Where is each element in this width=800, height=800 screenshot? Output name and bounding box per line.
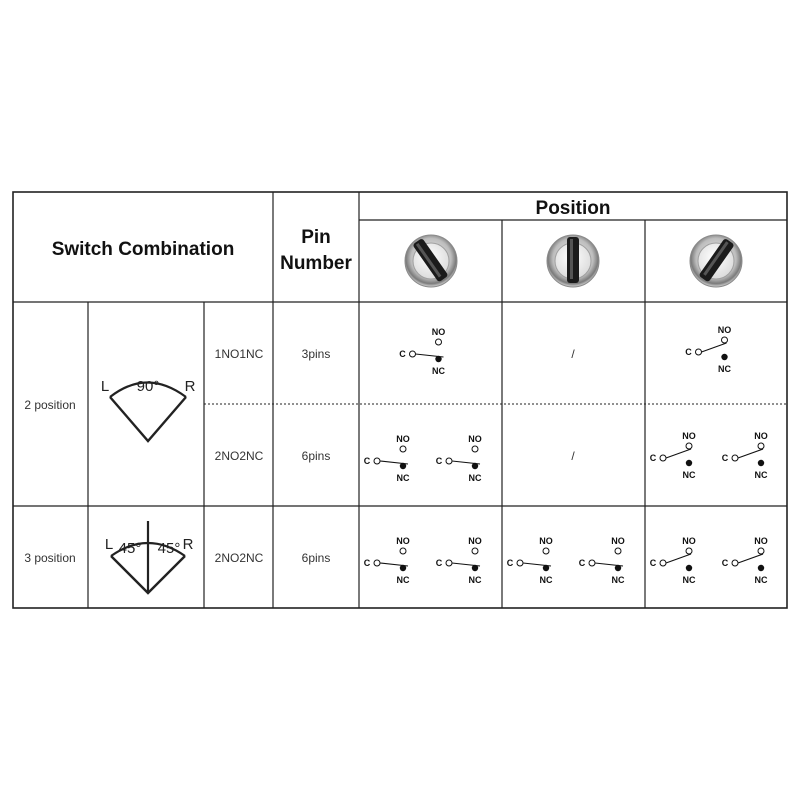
angle-left-label-3pos: L bbox=[104, 536, 114, 553]
switch-lever bbox=[416, 354, 444, 357]
nc-label: NC bbox=[682, 575, 696, 585]
no-label: NO bbox=[396, 536, 410, 546]
common-terminal-label: C bbox=[399, 349, 406, 359]
no-terminal bbox=[400, 548, 406, 554]
contact-symbol bbox=[685, 325, 731, 374]
not-available-mark: / bbox=[571, 449, 575, 463]
nc-label: NC bbox=[468, 575, 482, 585]
no-terminal bbox=[722, 337, 728, 343]
contact-symbol bbox=[650, 431, 696, 480]
angle-right-45-label: 45° bbox=[157, 540, 181, 557]
no-label: NO bbox=[396, 434, 410, 444]
common-terminal-label: C bbox=[435, 456, 443, 466]
no-label: NO bbox=[468, 434, 482, 444]
common-terminal-label: C bbox=[435, 558, 443, 568]
group-label-3-position: 3 position bbox=[24, 551, 76, 565]
contact-symbol bbox=[579, 536, 625, 585]
common-terminal-label: C bbox=[721, 453, 729, 463]
no-label: NO bbox=[539, 536, 553, 546]
contact-symbol bbox=[507, 536, 553, 585]
no-terminal bbox=[758, 443, 764, 449]
no-terminal bbox=[686, 443, 692, 449]
nc-terminal bbox=[686, 565, 692, 571]
common-terminal-label: C bbox=[363, 558, 371, 568]
switch-lever bbox=[666, 554, 691, 563]
nc-terminal bbox=[721, 354, 727, 360]
no-label: NO bbox=[682, 536, 696, 546]
nc-label: NC bbox=[432, 366, 445, 376]
nc-label: NC bbox=[468, 473, 482, 483]
knob-right bbox=[690, 235, 742, 287]
common-terminal-label: C bbox=[363, 456, 371, 466]
no-terminal bbox=[686, 548, 692, 554]
switch-lever bbox=[452, 563, 480, 566]
no-label: NO bbox=[431, 327, 446, 337]
pin-count-3pins: 3pins bbox=[301, 347, 331, 361]
angle-diagram-90 bbox=[101, 378, 196, 441]
nc-label: NC bbox=[611, 575, 625, 585]
common-terminal-label: C bbox=[685, 347, 692, 357]
common-terminal-label: C bbox=[506, 558, 514, 568]
header-switch-combination: Switch Combination bbox=[51, 239, 235, 260]
no-label: NO bbox=[754, 536, 768, 546]
pin-count-6pins-3pos: 6pins bbox=[301, 551, 331, 565]
nc-terminal bbox=[758, 460, 764, 466]
nc-label: NC bbox=[718, 364, 731, 374]
contact-symbol bbox=[722, 431, 768, 480]
switch-lever bbox=[595, 563, 623, 566]
no-terminal bbox=[615, 548, 621, 554]
group-label-2-position: 2 position bbox=[24, 398, 76, 412]
angle-diagram-45 bbox=[105, 521, 194, 593]
contact-schematics bbox=[364, 325, 768, 585]
contact-symbol bbox=[436, 536, 482, 585]
no-terminal bbox=[472, 548, 478, 554]
no-terminal bbox=[400, 446, 406, 452]
no-label: NO bbox=[468, 536, 482, 546]
no-label: NO bbox=[611, 536, 625, 546]
nc-terminal bbox=[686, 460, 692, 466]
switch-lever bbox=[452, 461, 480, 464]
no-label: NO bbox=[717, 325, 732, 335]
contact-symbol bbox=[436, 434, 482, 483]
angle-right-label-3pos: R bbox=[182, 536, 194, 553]
knob-left bbox=[405, 235, 457, 287]
switch-type-1no1nc: 1NO1NC bbox=[214, 347, 264, 361]
common-terminal-label: C bbox=[721, 558, 729, 568]
not-available-mark: / bbox=[571, 347, 575, 361]
nc-label: NC bbox=[396, 575, 410, 585]
no-label: NO bbox=[682, 431, 696, 441]
nc-label: NC bbox=[754, 575, 768, 585]
angle-90-label: 90° bbox=[136, 378, 160, 395]
common-terminal-label: C bbox=[649, 453, 657, 463]
no-terminal bbox=[758, 548, 764, 554]
switch-lever bbox=[380, 563, 408, 566]
knob-images bbox=[405, 235, 742, 287]
knob-center bbox=[547, 235, 599, 287]
contact-symbol bbox=[650, 536, 696, 585]
nc-label: NC bbox=[754, 470, 768, 480]
contact-symbol bbox=[722, 536, 768, 585]
switch-lever bbox=[380, 461, 408, 464]
angle-left-label: L bbox=[100, 378, 110, 395]
no-terminal bbox=[543, 548, 549, 554]
header-position: Position bbox=[535, 198, 611, 219]
nc-label: NC bbox=[539, 575, 553, 585]
no-label: NO bbox=[754, 431, 768, 441]
switch-lever bbox=[523, 563, 551, 566]
nc-label: NC bbox=[682, 470, 696, 480]
switch-lever bbox=[738, 449, 763, 458]
pin-count-6pins: 6pins bbox=[301, 449, 331, 463]
common-terminal-label: C bbox=[578, 558, 586, 568]
contact-symbol bbox=[364, 434, 410, 483]
contact-symbol bbox=[364, 536, 410, 585]
switch-lever bbox=[702, 343, 727, 352]
common-terminal-label: C bbox=[649, 558, 657, 568]
nc-label: NC bbox=[396, 473, 410, 483]
header-pin-number-line1: Pin bbox=[301, 227, 331, 248]
angle-right-label: R bbox=[184, 378, 196, 395]
switch-lever bbox=[666, 449, 691, 458]
no-terminal bbox=[472, 446, 478, 452]
switch-type-2no2nc-3pos: 2NO2NC bbox=[214, 551, 264, 565]
switch-type-2no2nc: 2NO2NC bbox=[214, 449, 264, 463]
contact-symbol bbox=[399, 327, 445, 376]
header-pin-number-line2: Number bbox=[280, 253, 352, 274]
angle-left-45-label: 45° bbox=[118, 540, 142, 557]
nc-terminal bbox=[758, 565, 764, 571]
no-terminal bbox=[436, 339, 442, 345]
switch-lever bbox=[738, 554, 763, 563]
